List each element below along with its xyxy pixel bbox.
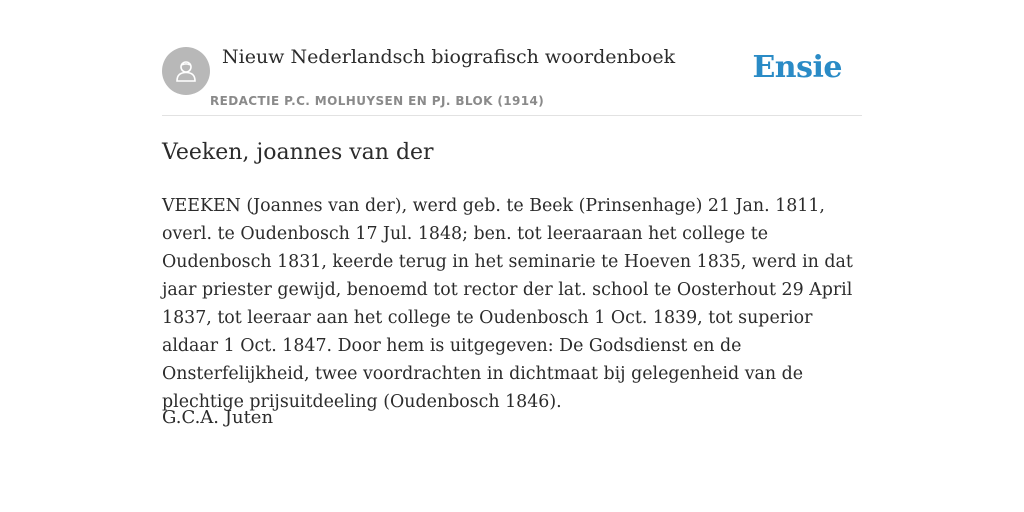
article-page [162,0,862,512]
source-header [162,0,862,116]
source-title[interactable]: Nieuw Nederlandsch biografisch woordenboek [222,46,676,68]
source-editors: REDACTIE P.C. MOLHUYSEN EN PJ. BLOK (1914) [210,94,545,108]
entry-author: G.C.A. Juten [162,407,274,428]
avatar[interactable] [162,47,210,95]
user-icon [172,57,200,85]
entry-body: VEEKEN (Joannes van der), werd geb. te Beek (Prinsenhage) 21 Jan. 1811, overl. te Oudenbosch 17 Jul. 1848; ben. tot leeraaraan het college te Oudenbosch 1831, keerde terug in het seminarie te Hoeven 1835, werd in dat jaar priester gewijd, benoemd tot rector der lat. school te Oosterhout 29 April 1837, tot leeraar aan het college te Oudenbosch 1 Oct. 1839, tot superior aldaar 1 Oct. 1847. Door hem is uitgegeven: De Godsdienst en de Onsterfelijkheid, twee voordrachten in dichtmaat bij gelegenheid van de plechtige prijsuitdeeling (Oudenbosch 1846). [162,196,853,412]
brand-logo[interactable]: Ensie [752,50,842,85]
entry-title: Veeken, joannes van der [162,140,434,165]
